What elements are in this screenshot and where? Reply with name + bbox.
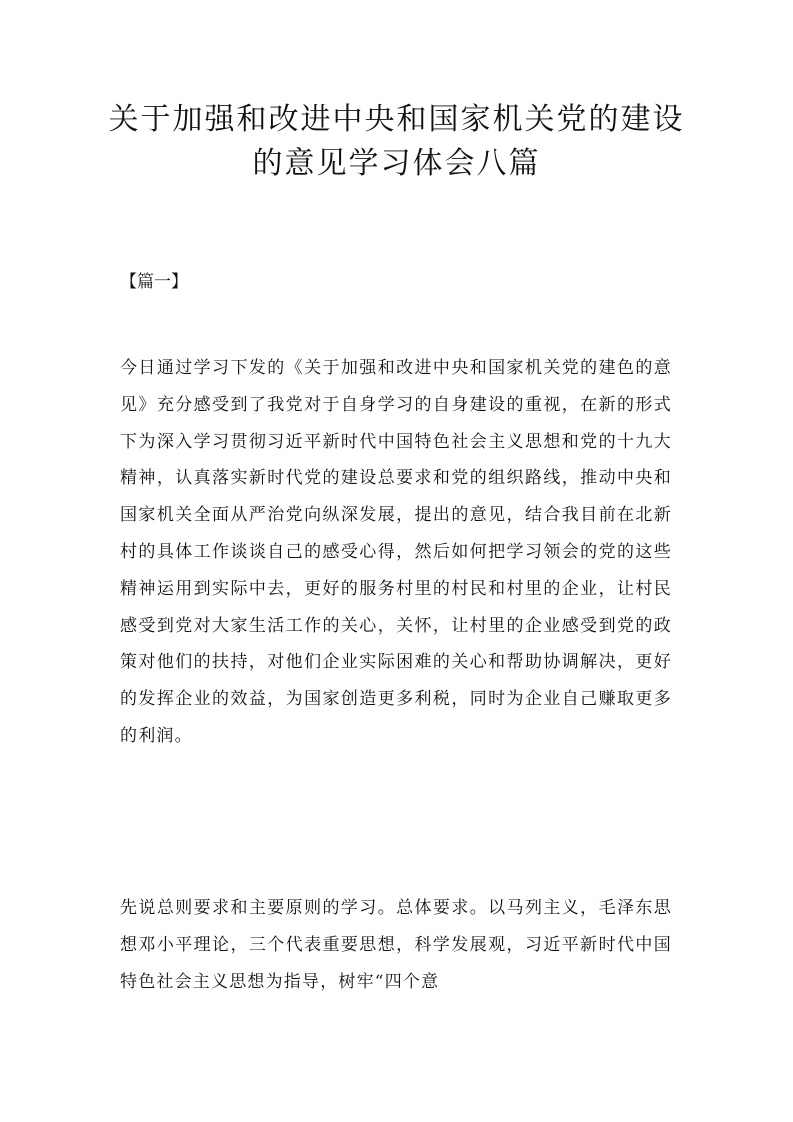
body-paragraph-1: 今日通过学习下发的《关于加强和改进中央和国家机关党的建色的意见》充分感受到了我党对于自身学习的自身建设的重视，在新的形式下为深入学习贯彻习近平新时代中国特色社会主义思想和党的十九大精神，认真落实新时代党的建设总要求和党的组织路线，推动中央和国家机关全面从严治党向纵深发展，提出的意见，结合我目前在北新村的具体工作谈谈自己的感受心得，然后如何把学习领会的党的这些精神运用到实际中去，更好的服务村里的村民和村里的企业，让村民感受到党对大家生活工作的关心，关怀，让村里的企业感受到党的政策对他们的扶持，对他们企业实际困难的关心和帮助协调解决，更好的发挥企业的效益，为国家创造更多利税，同时为企业自己赚取更多的利润。 xyxy=(120,358,672,746)
section-heading: 【篇一】 xyxy=(120,272,188,292)
body-paragraph-2: 先说总则要求和主要原则的学习。总体要求。以马列主义，毛泽东思想邓小平理论，三个代表重要思想，科学发展观，习近平新时代中国特色社会主义思想为指导，树牢“四个意 xyxy=(120,898,672,992)
document-title: 关于加强和改进中央和国家机关党的建设的意见学习体会八篇 xyxy=(108,102,685,181)
